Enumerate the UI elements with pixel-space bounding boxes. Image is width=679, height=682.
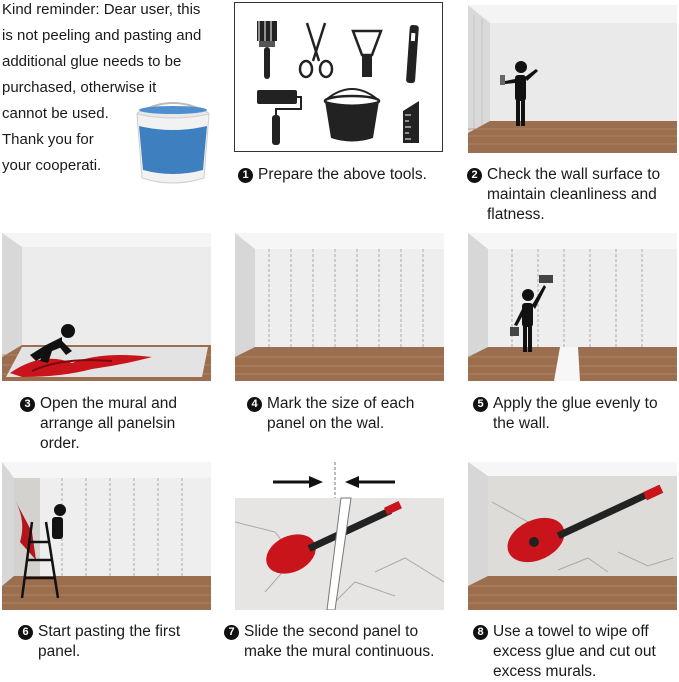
step-6-image: [2, 462, 211, 610]
paint-roller-icon: [257, 90, 301, 145]
step-number-badge: 2: [467, 168, 482, 183]
reminder-line: cannot be used.: [2, 105, 109, 122]
bucket-icon: [325, 89, 379, 142]
reminder-line: is not peeling and pasting and: [2, 27, 202, 44]
step-7-caption: 7 Slide the second panel to make the mural continuous.: [224, 622, 464, 662]
step-4-image: [235, 233, 444, 381]
step-number-badge: 3: [20, 397, 35, 412]
step-8-caption: 8 Use a towel to wipe off excess glue and cut out excess murals.: [473, 622, 679, 682]
step-1-caption: 1 Prepare the above tools.: [238, 165, 478, 185]
reminder-line: purchased, otherwise it: [2, 79, 157, 96]
scissors-icon: [300, 23, 332, 77]
step-2-image: [468, 5, 677, 153]
scraper-icon: [353, 31, 381, 77]
glue-bucket-icon: [134, 100, 212, 186]
step-3-caption: 3 Open the mural and arrange all panelsin order.: [20, 394, 230, 454]
step-number-badge: 1: [238, 168, 253, 183]
tools-panel: [234, 2, 443, 152]
reminder-line: your cooperati.: [2, 157, 102, 174]
step-number-badge: 8: [473, 625, 488, 640]
reminder-line: Kind reminder: Dear user, this: [2, 1, 201, 18]
step-2-caption: 2 Check the wall surface to maintain cleanliness and flatness.: [467, 165, 679, 225]
step-7-image: [235, 462, 444, 610]
step-5-image: [468, 233, 677, 381]
paint-brush-icon: [257, 21, 277, 79]
step-4-caption: 4 Mark the size of each panel on the wal.: [247, 394, 457, 434]
reminder-line: Thank you for: [2, 131, 94, 148]
step-number-badge: 4: [247, 397, 262, 412]
ruler-icon: [403, 101, 419, 143]
step-5-caption: 5 Apply the glue evenly to the wall.: [473, 394, 679, 434]
step-number-badge: 6: [18, 625, 33, 640]
step-number-badge: 7: [224, 625, 239, 640]
step-8-image: [468, 462, 677, 610]
reminder-line: additional glue needs to be: [2, 53, 182, 70]
step-number-badge: 5: [473, 397, 488, 412]
step-6-caption: 6 Start pasting the first panel.: [18, 622, 228, 662]
step-3-image: [2, 233, 211, 381]
utility-knife-icon: [406, 25, 419, 83]
